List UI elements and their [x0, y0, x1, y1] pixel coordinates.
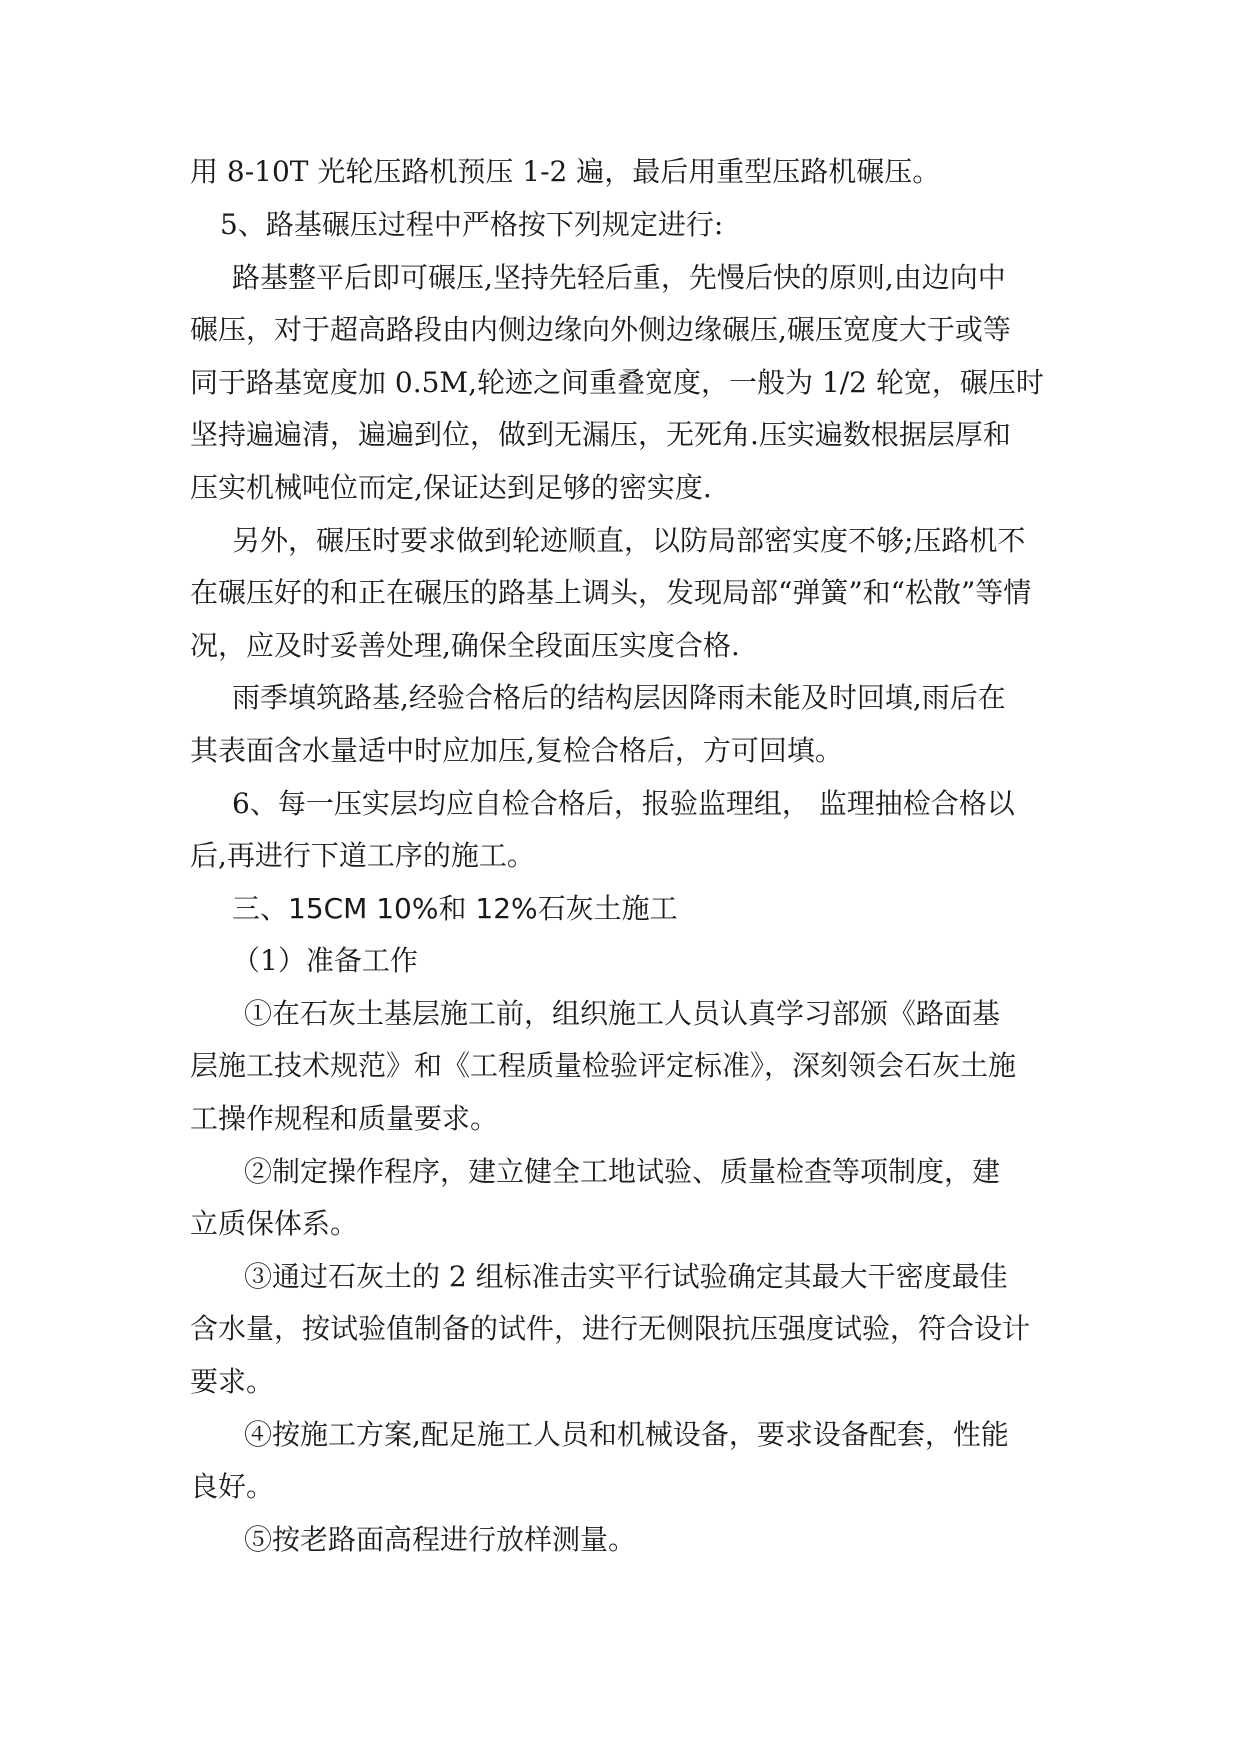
body-text-line: 在碾压好的和正在碾压的路基上调头，发现局部“弹簧”和“松散”等情 [190, 576, 1032, 609]
body-text-line: 同于路基宽度加 0.5M,轮迹之间重叠宽度，一般为 1/2 轮宽，碾压时 [190, 366, 1044, 399]
body-text-line: 另外，碾压时要求做到轮迹顺直，以防局部密实度不够;压路机不 [232, 524, 1026, 557]
body-text-line: ⑤按老路面高程进行放样测量。 [244, 1523, 637, 1556]
body-text-line: 路基整平后即可碾压,坚持先轻后重，先慢后快的原则,由边向中 [232, 261, 1006, 294]
section-heading: 三、15CM 10%和 12%石灰土施工 [232, 892, 678, 925]
body-text-line: 6、每一压实层均应自检合格后，报验监理组， 监理抽检合格以 [232, 787, 1015, 820]
body-text-line: 碾压，对于超高路段由内侧边缘向外侧边缘碾压,碾压宽度大于或等 [190, 313, 1011, 346]
body-text-line: 后,再进行下道工序的施工。 [190, 839, 535, 872]
body-text-line: 层施工技术规范》和《工程质量检验评定标准》，深刻领会石灰土施 [190, 1049, 1017, 1082]
body-text-line: 其表面含水量适中时应加压,复检合格后，方可回填。 [190, 734, 843, 767]
body-text-line: 立质保体系。 [190, 1207, 359, 1240]
body-text-line: 要求。 [190, 1365, 275, 1398]
body-text-line: 压实机械吨位而定,保证达到足够的密实度. [190, 471, 712, 504]
body-text-line: 含水量，按试验值制备的试件，进行无侧限抗压强度试验，符合设计 [190, 1312, 1031, 1345]
body-text-line: 雨季填筑路基,经验合格后的结构层因降雨未能及时回填,雨后在 [232, 681, 1006, 714]
body-text-line: 用 8-10T 光轮压路机预压 1-2 遍，最后用重型压路机碾压。 [190, 155, 941, 188]
body-text-line: ②制定操作程序，建立健全工地试验、质量检查等项制度，建 [244, 1155, 1001, 1188]
body-text-line: ①在石灰土基层施工前，组织施工人员认真学习部颁《路面基 [244, 997, 1001, 1030]
body-text-line: 坚持遍遍清，遍遍到位，做到无漏压，无死角.压实遍数根据层厚和 [190, 418, 1011, 451]
body-text-line: ④按施工方案,配足施工人员和机械设备，要求设备配套，性能 [244, 1418, 1009, 1451]
body-text-line: 工操作规程和质量要求。 [190, 1102, 499, 1135]
body-text-line: 5、路基碾压过程中严格按下列规定进行: [220, 208, 724, 241]
body-text-line: ③通过石灰土的 2 组标准击实平行试验确定其最大干密度最佳 [244, 1260, 1008, 1293]
body-text-line: 况，应及时妥善处理,确保全段面压实度合格. [190, 629, 740, 662]
subsection-heading: （1）准备工作 [232, 944, 418, 977]
body-text-line: 良好。 [190, 1470, 275, 1503]
